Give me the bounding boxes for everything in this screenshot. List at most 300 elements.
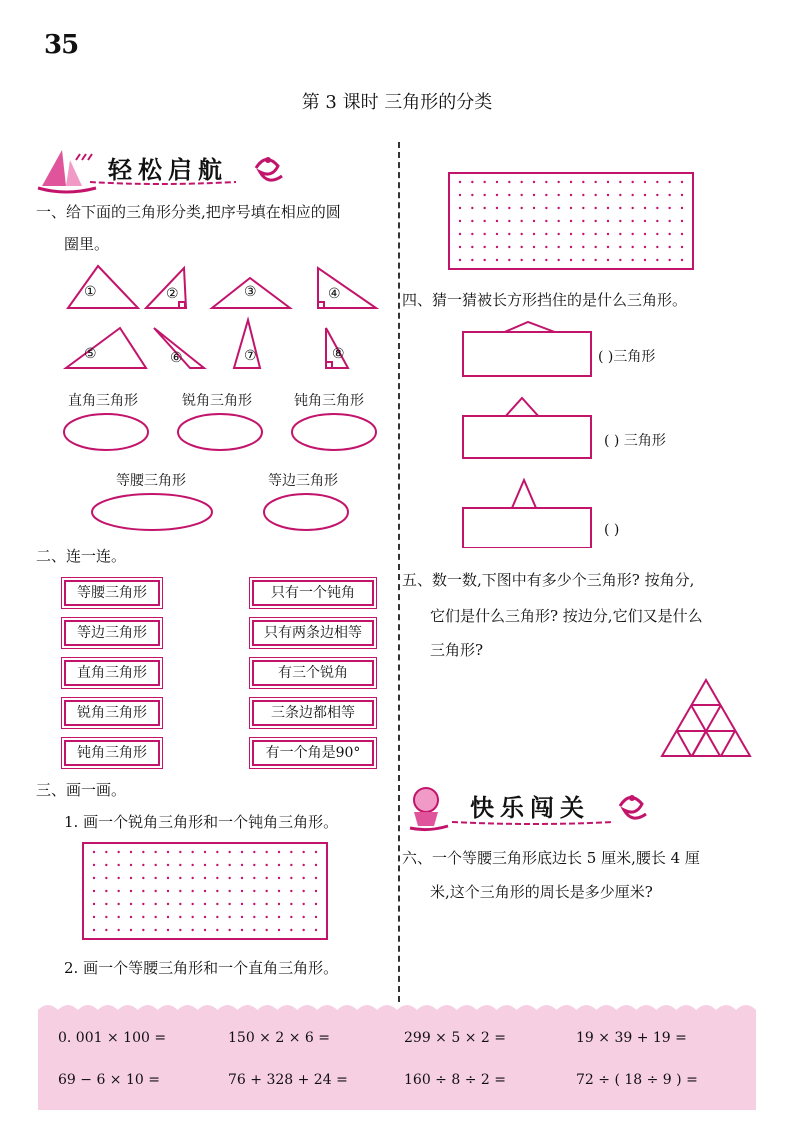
grid-dot <box>105 890 107 892</box>
grid-dot <box>278 903 280 905</box>
grid-dot <box>167 864 169 866</box>
banner-happy-challenge <box>404 782 664 832</box>
grid-dot <box>191 929 193 931</box>
grid-dot <box>117 929 119 931</box>
grid-dot <box>619 207 621 209</box>
grid-dot <box>278 851 280 853</box>
grid-dot <box>265 877 267 879</box>
grid-dot <box>631 220 633 222</box>
grid-dot <box>191 916 193 918</box>
grid-dot <box>668 246 670 248</box>
grid-dot <box>142 903 144 905</box>
grid-dot <box>644 220 646 222</box>
dot-grid-1[interactable] <box>82 842 328 940</box>
grid-dot <box>290 903 292 905</box>
lesson-title: 第 3 课时 三角形的分类 <box>301 92 493 113</box>
grid-dot <box>520 220 522 222</box>
grid-dot <box>619 233 621 235</box>
grid-dot <box>315 864 317 866</box>
grid-dot <box>216 903 218 905</box>
grid-dot <box>315 890 317 892</box>
grid-dot <box>570 181 572 183</box>
grid-dot <box>290 890 292 892</box>
grid-dot <box>179 851 181 853</box>
grid-dot <box>656 259 658 261</box>
grid-dot <box>216 864 218 866</box>
grid-dot <box>105 903 107 905</box>
grid-dot <box>167 890 169 892</box>
grid-dot <box>644 246 646 248</box>
grid-dot <box>191 864 193 866</box>
calc-2-1: 69 − 6 × 10 = <box>58 1072 160 1088</box>
grid-dot <box>154 877 156 879</box>
grid-dot <box>619 246 621 248</box>
grid-dot <box>278 890 280 892</box>
grid-dot <box>216 851 218 853</box>
grid-dot <box>681 220 683 222</box>
grid-dot <box>117 903 119 905</box>
grid-dot <box>496 233 498 235</box>
grid-dot <box>582 181 584 183</box>
grid-dot <box>533 194 535 196</box>
grid-dot <box>105 916 107 918</box>
grid-dot <box>496 220 498 222</box>
grid-dot <box>594 181 596 183</box>
grid-dot <box>191 851 193 853</box>
question-6-line2: 米,这个三角形的周长是多少厘米? <box>430 883 653 901</box>
question-5-line2: 它们是什么三角形? 按边分,它们又是什么 <box>430 607 703 625</box>
grid-dot <box>130 903 132 905</box>
grid-dot <box>533 207 535 209</box>
grid-dot <box>167 877 169 879</box>
grid-dot <box>93 890 95 892</box>
grid-dot <box>290 864 292 866</box>
grid-dot <box>570 259 572 261</box>
grid-dot <box>265 890 267 892</box>
grid-dot <box>557 194 559 196</box>
grid-dot <box>265 903 267 905</box>
grid-dot <box>644 207 646 209</box>
grid-dot <box>228 851 230 853</box>
grid-dot <box>93 929 95 931</box>
grid-dot <box>582 220 584 222</box>
grid-dot <box>191 877 193 879</box>
hidden-triangle-3 <box>512 480 536 508</box>
grid-dot <box>570 246 572 248</box>
grid-dot <box>191 890 193 892</box>
page-number: 35 <box>44 30 79 60</box>
triangle-4 <box>318 268 376 308</box>
grid-dot <box>179 890 181 892</box>
match-left-4[interactable]: 锐角三角形 <box>64 700 160 726</box>
grid-dot <box>570 207 572 209</box>
grid-dot <box>471 207 473 209</box>
question-3-item-1: 1. 画一个锐角三角形和一个钝角三角形。 <box>64 813 339 831</box>
grid-dot <box>631 194 633 196</box>
grid-dot <box>241 864 243 866</box>
grid-dot <box>619 194 621 196</box>
banner-title: 轻松启航 <box>108 156 228 184</box>
grid-dot <box>483 181 485 183</box>
grid-dot <box>179 877 181 879</box>
grid-dot <box>582 246 584 248</box>
grid-dot <box>533 246 535 248</box>
grid-dot <box>290 916 292 918</box>
grid-dot <box>668 233 670 235</box>
grid-dot <box>533 233 535 235</box>
question-3-item-2: 2. 画一个等腰三角形和一个直角三角形。 <box>64 959 339 977</box>
grid-dot <box>241 877 243 879</box>
question-1-line1: 一、给下面的三角形分类,把序号填在相应的圆 <box>36 203 341 221</box>
grid-dot <box>483 207 485 209</box>
question-5-line1: 五、数一数,下图中有多少个三角形? 按角分, <box>402 571 695 589</box>
grid-dot <box>520 246 522 248</box>
grid-dot <box>656 220 658 222</box>
grid-dot <box>644 181 646 183</box>
grid-dot <box>302 864 304 866</box>
grid-dot <box>278 864 280 866</box>
triangle-1 <box>68 266 138 308</box>
grid-dot <box>93 851 95 853</box>
grid-dot <box>520 181 522 183</box>
grid-dot <box>265 851 267 853</box>
grid-dot <box>253 929 255 931</box>
grid-dot <box>607 259 609 261</box>
grid-dot <box>656 233 658 235</box>
oval-obtuse <box>292 414 376 450</box>
grid-dot <box>644 194 646 196</box>
triangle-label-8: ⑧ <box>332 346 345 362</box>
grid-dot <box>167 903 169 905</box>
grid-dot <box>545 233 547 235</box>
grid-dot <box>631 207 633 209</box>
grid-dot <box>241 929 243 931</box>
grid-dot <box>204 851 206 853</box>
grid-dot <box>570 220 572 222</box>
grid-dot <box>681 259 683 261</box>
grid-dot <box>594 233 596 235</box>
grid-dot <box>496 259 498 261</box>
triangle-label-3: ③ <box>244 284 257 300</box>
grid-dot <box>557 233 559 235</box>
grid-dot <box>105 929 107 931</box>
grid-dot <box>204 903 206 905</box>
banner-title-2: 快乐闯关 <box>470 794 590 822</box>
grid-dot <box>265 916 267 918</box>
grid-dot <box>681 207 683 209</box>
grid-dot <box>533 181 535 183</box>
oval-label-equilateral: 等边三角形 <box>268 473 338 489</box>
grid-dot <box>154 851 156 853</box>
grid-dot <box>496 181 498 183</box>
grid-dot <box>117 864 119 866</box>
grid-dot <box>315 851 317 853</box>
grid-dot <box>216 890 218 892</box>
grid-dot <box>607 233 609 235</box>
grid-dot <box>483 233 485 235</box>
grid-dot <box>179 929 181 931</box>
answer-blank-1[interactable]: ( )三角形 <box>598 349 656 365</box>
grid-dot <box>668 220 670 222</box>
grid-dot <box>154 929 156 931</box>
oval-label-isosceles: 等腰三角形 <box>116 473 186 489</box>
grid-dot <box>508 220 510 222</box>
grid-dot <box>619 220 621 222</box>
triangle-label-7: ⑦ <box>244 348 257 364</box>
grid-dot <box>105 864 107 866</box>
grid-dot <box>265 864 267 866</box>
grid-dot <box>459 233 461 235</box>
grid-dot <box>656 194 658 196</box>
grid-dot <box>520 207 522 209</box>
grid-dot <box>228 929 230 931</box>
grid-dot <box>582 207 584 209</box>
grid-dot <box>533 220 535 222</box>
grid-dot <box>302 903 304 905</box>
grid-dot <box>302 851 304 853</box>
grid-dot <box>302 877 304 879</box>
grid-dot <box>290 929 292 931</box>
grid-dot <box>570 194 572 196</box>
grid-dot <box>253 890 255 892</box>
grid-dot <box>644 233 646 235</box>
grid-dot <box>315 916 317 918</box>
grid-dot <box>459 194 461 196</box>
grid-dot <box>290 851 292 853</box>
grid-dot <box>471 246 473 248</box>
grid-dot <box>130 890 132 892</box>
grid-dot <box>290 877 292 879</box>
grid-dot <box>631 246 633 248</box>
grid-dot <box>520 259 522 261</box>
calc-panel-bg <box>38 1000 756 1110</box>
grid-dot <box>668 181 670 183</box>
grid-dot <box>594 259 596 261</box>
grid-dot <box>117 851 119 853</box>
grid-dot <box>241 916 243 918</box>
grid-dot <box>278 929 280 931</box>
match-right-3[interactable]: 有三个锐角 <box>252 660 374 686</box>
grid-dot <box>228 916 230 918</box>
grid-dot <box>545 194 547 196</box>
grid-dot <box>93 916 95 918</box>
question-6-line1: 六、一个等腰三角形底边长 5 厘米,腰长 4 厘 <box>402 849 700 867</box>
grid-dot <box>582 233 584 235</box>
grid-dot <box>315 877 317 879</box>
grid-dot <box>545 181 547 183</box>
grid-dot <box>631 259 633 261</box>
grid-dot <box>607 220 609 222</box>
grid-dot <box>216 929 218 931</box>
grid-dot <box>142 916 144 918</box>
grid-dot <box>142 877 144 879</box>
grid-dot <box>520 194 522 196</box>
grid-dot <box>656 246 658 248</box>
grid-dot <box>508 233 510 235</box>
oval-isosceles <box>92 494 212 530</box>
grid-dot <box>483 194 485 196</box>
grid-dot <box>167 916 169 918</box>
grid-dot <box>582 194 584 196</box>
grid-dot <box>496 246 498 248</box>
grid-dot <box>315 903 317 905</box>
grid-dot <box>253 903 255 905</box>
grid-dot <box>545 207 547 209</box>
oval-label-acute: 锐角三角形 <box>182 393 252 409</box>
grid-dot <box>681 194 683 196</box>
calc-2-2: 76 + 328 + 24 = <box>228 1072 348 1088</box>
grid-dot <box>594 246 596 248</box>
grid-dot <box>253 916 255 918</box>
triangle-label-2: ② <box>166 286 179 302</box>
grid-dot <box>668 207 670 209</box>
grid-dot <box>105 851 107 853</box>
covered-triangles <box>460 318 596 548</box>
grid-dot <box>278 916 280 918</box>
grid-dot <box>117 877 119 879</box>
question-2-heading: 二、连一连。 <box>36 547 127 565</box>
grid-dot <box>459 207 461 209</box>
grid-dot <box>241 903 243 905</box>
grid-dot <box>668 259 670 261</box>
question-1-line2: 圈里。 <box>64 235 110 253</box>
grid-dot <box>142 929 144 931</box>
grid-dot <box>607 194 609 196</box>
dot-grid-2[interactable] <box>448 172 694 270</box>
grid-dot <box>619 259 621 261</box>
triangle-count-figure <box>660 676 756 760</box>
grid-dot <box>459 220 461 222</box>
grid-dot <box>228 877 230 879</box>
grid-dot <box>545 220 547 222</box>
grid-dot <box>142 890 144 892</box>
answer-blank-2[interactable]: ( ) 三角形 <box>604 433 666 449</box>
grid-dot <box>557 181 559 183</box>
grid-dot <box>130 864 132 866</box>
triangle-5 <box>66 328 146 368</box>
grid-dot <box>302 916 304 918</box>
banner-easy-start <box>36 146 286 196</box>
calc-2-3: 160 ÷ 8 ÷ 2 = <box>404 1072 506 1088</box>
grid-dot <box>594 194 596 196</box>
grid-dot <box>607 181 609 183</box>
calc-1-3: 299 × 5 × 2 = <box>404 1030 506 1046</box>
grid-dot <box>471 181 473 183</box>
question-4-heading: 四、猜一猜被长方形挡住的是什么三角形。 <box>402 291 688 309</box>
grid-dot <box>557 259 559 261</box>
grid-dot <box>508 181 510 183</box>
match-right-4[interactable]: 三条边都相等 <box>252 700 374 726</box>
match-left-5[interactable]: 钝角三角形 <box>64 740 160 766</box>
grid-dot <box>265 929 267 931</box>
grid-dot <box>594 220 596 222</box>
grid-dot <box>154 903 156 905</box>
grid-dot <box>668 194 670 196</box>
grid-dot <box>471 194 473 196</box>
grid-dot <box>142 864 144 866</box>
match-left-2[interactable]: 等边三角形 <box>64 620 160 646</box>
grid-dot <box>117 890 119 892</box>
calc-2-4: 72 ÷ ( 18 ÷ 9 ) = <box>576 1072 698 1088</box>
grid-dot <box>508 259 510 261</box>
grid-dot <box>483 259 485 261</box>
grid-dot <box>557 220 559 222</box>
calc-1-4: 19 × 39 + 19 = <box>576 1030 687 1046</box>
grid-dot <box>105 877 107 879</box>
grid-dot <box>496 194 498 196</box>
grid-dot <box>191 903 193 905</box>
grid-dot <box>631 233 633 235</box>
match-right-2[interactable]: 只有两条边相等 <box>252 620 374 646</box>
match-left-1[interactable]: 等腰三角形 <box>64 580 160 606</box>
grid-dot <box>681 181 683 183</box>
grid-dot <box>130 929 132 931</box>
triangle-label-4: ④ <box>328 286 341 302</box>
grid-dot <box>582 259 584 261</box>
grid-dot <box>154 916 156 918</box>
grid-dot <box>241 890 243 892</box>
match-right-5[interactable]: 有一个角是90° <box>252 740 374 766</box>
grid-dot <box>142 851 144 853</box>
grid-dot <box>644 259 646 261</box>
grid-dot <box>594 207 596 209</box>
oval-label-right: 直角三角形 <box>68 393 138 409</box>
grid-dot <box>228 903 230 905</box>
triangle-label-6: ⑥ <box>170 350 183 366</box>
grid-dot <box>93 877 95 879</box>
grid-dot <box>557 246 559 248</box>
match-right-1[interactable]: 只有一个钝角 <box>252 580 374 606</box>
grid-dot <box>130 851 132 853</box>
column-divider <box>398 142 400 1002</box>
calc-1-2: 150 × 2 × 6 = <box>228 1030 330 1046</box>
grid-dot <box>496 207 498 209</box>
grid-dot <box>483 220 485 222</box>
grid-dot <box>228 864 230 866</box>
grid-dot <box>619 181 621 183</box>
grid-dot <box>228 890 230 892</box>
grid-dot <box>656 181 658 183</box>
grid-dot <box>302 890 304 892</box>
grid-dot <box>130 877 132 879</box>
grid-dot <box>241 851 243 853</box>
grid-dot <box>253 864 255 866</box>
grid-dot <box>117 916 119 918</box>
grid-dot <box>167 851 169 853</box>
answer-ovals[interactable] <box>60 412 390 538</box>
grid-dot <box>681 246 683 248</box>
question-5-line3: 三角形? <box>430 641 484 659</box>
grid-dot <box>253 851 255 853</box>
grid-dot <box>204 890 206 892</box>
grid-dot <box>656 207 658 209</box>
grid-dot <box>93 903 95 905</box>
answer-blank-3[interactable]: ( ) <box>604 522 620 538</box>
grid-dot <box>216 916 218 918</box>
grid-dot <box>204 929 206 931</box>
grid-dot <box>302 929 304 931</box>
match-left-3[interactable]: 直角三角形 <box>64 660 160 686</box>
grid-dot <box>216 877 218 879</box>
grid-dot <box>167 929 169 931</box>
grid-dot <box>520 233 522 235</box>
grid-dot <box>483 246 485 248</box>
grid-dot <box>570 233 572 235</box>
oval-label-obtuse: 钝角三角形 <box>294 393 364 409</box>
grid-dot <box>557 207 559 209</box>
oval-acute <box>178 414 262 450</box>
grid-dot <box>459 181 461 183</box>
